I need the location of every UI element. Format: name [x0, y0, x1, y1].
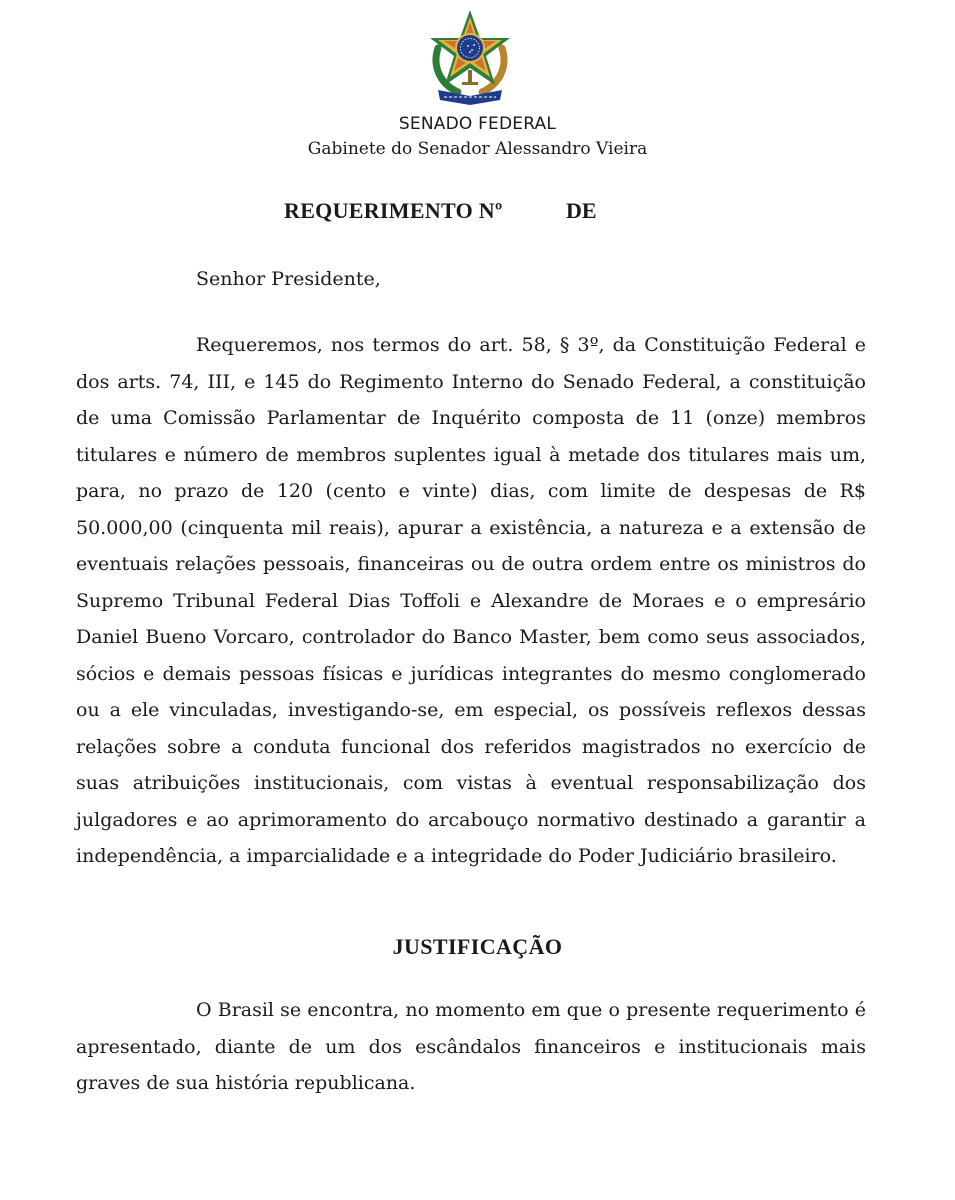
- document-title-suffix: DE: [566, 198, 597, 223]
- justification-paragraph: O Brasil se encontra, no momento em que o presente requerimento é apresentado, diante de um dos escândalos financeiros e institucionais mais graves de sua história republicana.: [76, 999, 866, 1094]
- request-paragraph: Requeremos, nos termos do art. 58, § 3º, da Constituição Federal e dos arts. 74, III, e 145 do Regimento Interno do Senado Federal, a constituição de uma Comissão Parlamentar de Inquérito composta de 11 (onze) membros titulares e número de membros suplentes igual à metade dos titulares mais um, para, no prazo de 120 (cento e vinte) dias, com limite de despesas de R$ 50.000,00 (cinquenta mil reais), apurar a existência, a natureza e a extensão de eventuais relações pessoais, financeiras ou de outra ordem entre os ministros do Supremo Tribunal Federal Dias Toffoli e Alexandre de Moraes e o empresário Daniel Bueno Vorcaro, controlador do Banco Master, bem como seus associados, sócios e demais pessoas físicas e jurídicas integrantes do mesmo conglomerado ou a ele vinculadas, investigando-se, em especial, os possíveis reflexos dessas relações sobre a conduta funcional dos referidos magistrados no exercício de suas atribuições institucionais, com vistas à eventual responsabilização dos julgadores e ao aprimoramento do arcabouço normativo destinado a garantir a independência, a imparcialidade e a integridade do Poder Judiciário brasileiro.: [76, 334, 866, 867]
- section-title: JUSTIFICAÇÃO: [392, 934, 563, 959]
- salutation: Senhor Presidente,: [196, 268, 381, 290]
- header-office: Gabinete do Senador Alessandro Vieira: [307, 139, 648, 159]
- document-title: REQUERIMENTO Nº: [284, 198, 503, 223]
- coat-of-arms-of-brazil-icon: [424, 8, 516, 106]
- header-organization: SENADO FEDERAL: [398, 114, 557, 134]
